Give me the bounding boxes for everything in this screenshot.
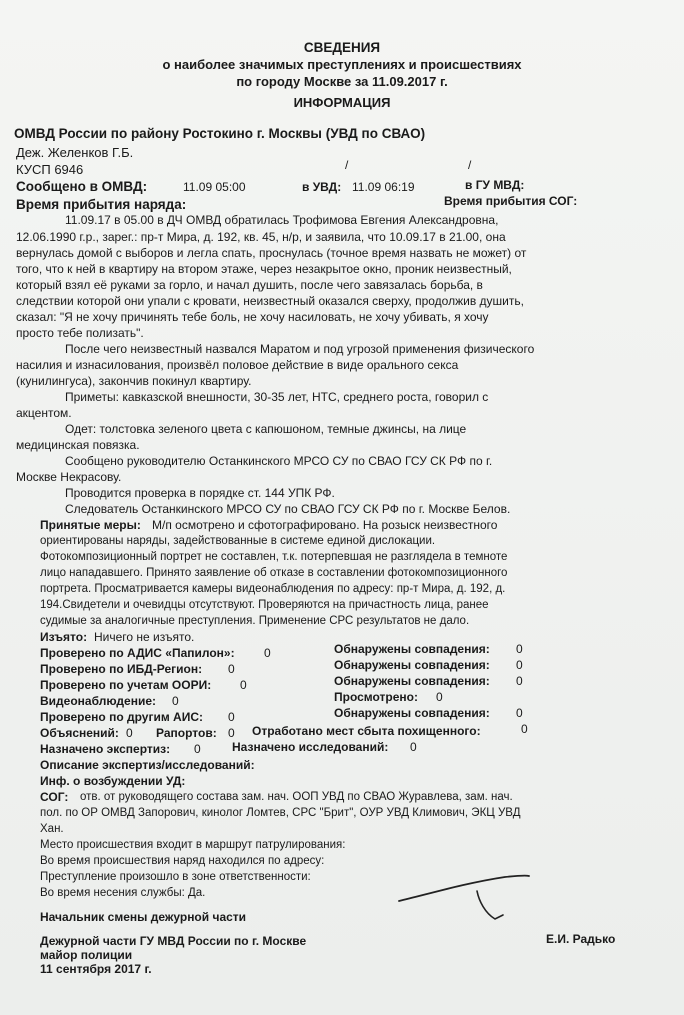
reported-uvd-label: в УВД: xyxy=(302,180,342,194)
footer-date: 11 сентября 2017 г. xyxy=(40,962,152,976)
check-result-value-oori: 0 xyxy=(516,674,523,688)
check-result-value-video: 0 xyxy=(436,690,443,704)
body-line: насилия и изнасилования, произвёл половое действие в виде орального секса xyxy=(16,358,459,372)
expertise-value: 0 xyxy=(194,742,201,756)
explanations-value: 0 xyxy=(126,726,133,740)
check-label-ibd: Проверено по ИБД-Регион: xyxy=(40,662,203,676)
body-line: просто тебе полизать". xyxy=(16,326,144,340)
measures-line: ориентированы наряды, задействованные в системе единой дислокации. xyxy=(40,535,436,547)
kusp-number: КУСП 6946 xyxy=(16,162,84,177)
check-result-label-adis: Обнаружены совпадения: xyxy=(334,642,490,656)
footer-unit: Дежурной части ГУ МВД России по г. Москве xyxy=(40,934,307,948)
body-line: медицинская повязка. xyxy=(16,438,140,452)
check-value-video: 0 xyxy=(172,694,179,708)
measures-line: судимые за аналогичные преступления. Применение СРС результатов не дало. xyxy=(40,615,470,627)
footer-chief: Начальник смены дежурной части xyxy=(40,910,247,924)
body-line: После чего неизвестный назвался Маратом и под угрозой применения физического xyxy=(65,342,535,356)
check-value-ibd: 0 xyxy=(228,662,235,676)
body-line: 11.09.17 в 05.00 в ДЧ ОМВД обратилась Трофимова Евгения Александровна, xyxy=(65,213,499,227)
explanations-label: Объяснений: xyxy=(40,726,119,740)
body-line: 12.06.1990 г.р., зарег.: пр-т Мира, д. 192, кв. 45, н/р, и заявила, что 10.09.17 в 21.00, она xyxy=(16,230,506,244)
reported-omvd-time: 11.09 05:00 xyxy=(183,180,246,194)
slash-mark-1: / xyxy=(345,158,349,172)
doc-info-heading: ИНФОРМАЦИЯ xyxy=(293,95,391,110)
check-result-value-adis: 0 xyxy=(516,642,523,656)
check-result-value-ais: 0 xyxy=(516,706,523,720)
duty-officer: Деж. Желенков Г.Б. xyxy=(16,145,134,160)
measures-line: 194.Свидетели и очевидцы отсутствуют. Проверяются на причастность лица, ранее xyxy=(40,599,489,611)
body-line: того, что к ней в квартиру на втором этаже, через незакрытое окно, проник неизвестный, xyxy=(16,262,512,276)
check-value-oori: 0 xyxy=(240,678,247,692)
body-line: следствии которой они упали с кровати, неизвестный оказался сверху, продолжив душить, xyxy=(16,294,524,308)
places-label: Отработано мест сбыта похищенного: xyxy=(252,724,481,738)
expertise-label: Назначено экспертиз: xyxy=(40,742,171,756)
body-line: Сообщено руководителю Останкинского МРСО СУ по СВАО ГСУ СК РФ по г. xyxy=(65,454,493,468)
body-line: Одет: толстовка зеленого цвета с капюшоном, темные джинсы, на лице xyxy=(65,422,467,436)
reported-gu-label: в ГУ МВД: xyxy=(465,178,525,192)
footer-signer-name: Е.И. Радько xyxy=(546,932,616,946)
body-line: (кунилингуса), закончив покинул квартиру. xyxy=(16,374,252,388)
body-line: сказал: "Я не хочу причинять тебе боль, не хочу насиловать, не хочу убивать, я хочу xyxy=(16,310,489,324)
check-label-ais: Проверено по другим АИС: xyxy=(40,710,204,724)
check-result-label-ibd: Обнаружены совпадения: xyxy=(334,658,490,672)
department-name: ОМВД России по району Ростокино г. Москвы (УВД по СВАО) xyxy=(14,126,426,141)
check-label-oori: Проверено по учетам ООРИ: xyxy=(40,678,212,692)
doc-subtitle-2: по городу Москве за 11.09.2017 г. xyxy=(236,74,448,89)
sog-line: отв. от руководящего состава зам. нач. ООП УВД по СВАО Журавлева, зам. нач. xyxy=(80,791,513,803)
body-line: Москве Некрасову. xyxy=(16,470,122,484)
measures-line: портрета. Просматривается камеры видеонаблюдения по адресу: пр-т Мира, д. 192, д. xyxy=(40,583,506,595)
check-label-video: Видеонаблюдение: xyxy=(40,694,156,708)
reported-omvd-label: Сообщено в ОМВД: xyxy=(16,179,148,194)
measures-label: Принятые меры: xyxy=(40,518,141,532)
body-line: Следователь Останкинского МРСО СУ по СВАО ГСУ СК РФ по г. Москве Белов. xyxy=(65,502,511,516)
patrol-line: Во время несения службы: Да. xyxy=(40,887,206,899)
footer-rank: майор полиции xyxy=(40,948,133,962)
body-line: который взял её руками за горло, и начал душить, после чего завязалась борьба, в xyxy=(16,278,483,292)
reports-label: Рапортов: xyxy=(156,726,217,740)
body-line: акцентом. xyxy=(16,406,72,420)
sog-line: пол. по ОР ОМВД Запорович, кинолог Ломтев, СРС "Брит", ОУР УВД Климович, ЭКЦ УВД xyxy=(40,807,521,819)
measures-line: Фотокомпозиционный портрет не составлен, т.к. потерпевшая не разглядела в темноте xyxy=(40,551,508,563)
studies-value: 0 xyxy=(410,740,417,754)
patrol-line: Преступление произошло в зоне ответственности: xyxy=(40,871,311,883)
reports-value: 0 xyxy=(228,726,235,740)
arrival-sog-label: Время прибытия СОГ: xyxy=(444,194,578,208)
expertise-description-label: Описание экспертиз/исследований: xyxy=(40,758,255,772)
patrol-line: Место происшествия входит в маршрут патрулирования: xyxy=(40,839,346,851)
slash-mark-2: / xyxy=(468,158,472,172)
arrival-squad-label: Время прибытия наряда: xyxy=(16,197,187,212)
doc-subtitle-1: о наиболее значимых преступлениях и происшествиях xyxy=(162,57,522,72)
check-label-adis: Проверено по АДИС «Папилон»: xyxy=(40,646,235,660)
places-value: 0 xyxy=(521,722,528,736)
patrol-line: Во время происшествия наряд находился по адресу: xyxy=(40,855,325,867)
doc-title: СВЕДЕНИЯ xyxy=(303,40,381,55)
measures-line: М/п осмотрено и сфотографировано. На розыск неизвестного xyxy=(152,518,498,532)
seized-value: Ничего не изъято. xyxy=(94,630,195,644)
sog-line: Хан. xyxy=(40,823,64,835)
check-result-label-ais: Обнаружены совпадения: xyxy=(334,706,490,720)
body-line: Проводится проверка в порядке ст. 144 УПК РФ. xyxy=(65,486,335,500)
case-info-label: Инф. о возбуждении УД: xyxy=(40,774,186,788)
check-value-ais: 0 xyxy=(228,710,235,724)
studies-label: Назначено исследований: xyxy=(232,740,389,754)
check-result-value-ibd: 0 xyxy=(516,658,523,672)
sog-label: СОГ: xyxy=(40,790,69,804)
seized-label: Изъято: xyxy=(40,630,88,644)
check-value-adis: 0 xyxy=(264,646,271,660)
check-result-label-oori: Обнаружены совпадения: xyxy=(334,674,490,688)
measures-line: лицо нападавшего. Принято заявление об отказе в составлении фотокомпозиционного xyxy=(40,567,508,579)
body-line: вернулась домой с выборов и легла спать, проснулась (точное время назвать не может) от xyxy=(16,246,527,260)
check-result-label-video: Просмотрено: xyxy=(334,690,419,704)
reported-uvd-time: 11.09 06:19 xyxy=(352,180,415,194)
body-line: Приметы: кавказской внешности, 30-35 лет, НТС, среднего роста, говорил с xyxy=(65,390,489,404)
signature-graphic xyxy=(395,865,535,925)
